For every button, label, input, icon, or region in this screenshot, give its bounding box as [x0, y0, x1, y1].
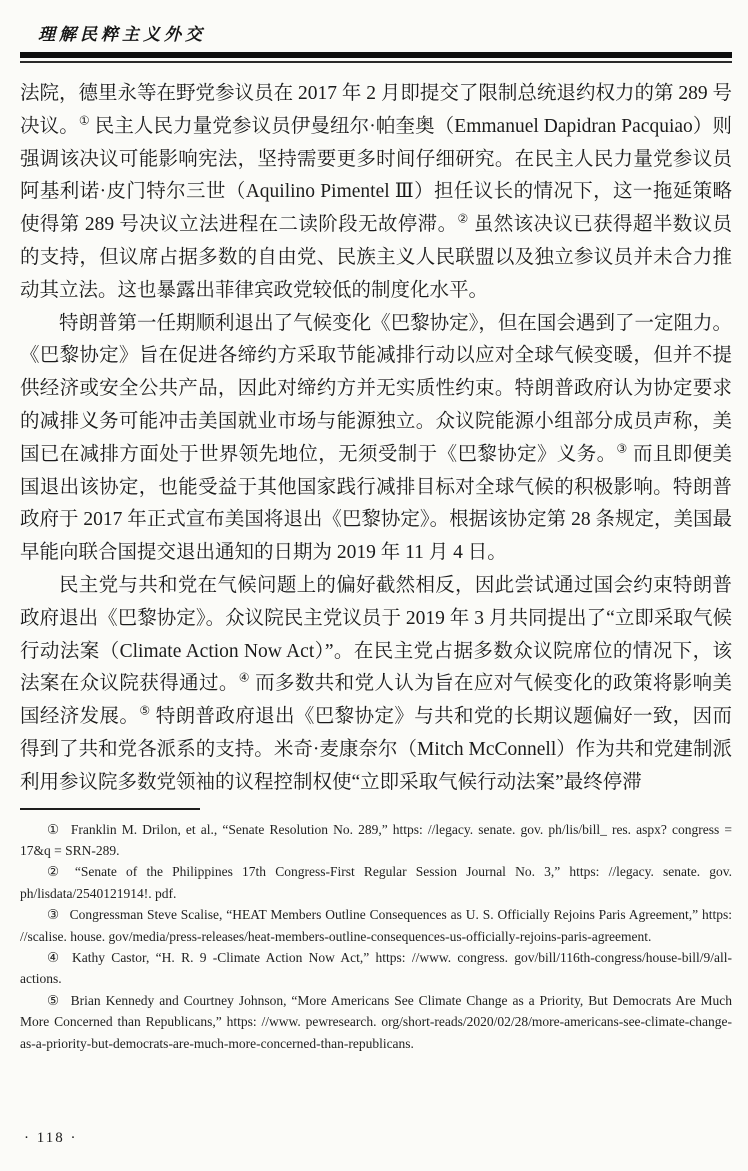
- footnote-item: [20, 861, 732, 904]
- footnote-marker: ④: [47, 949, 63, 965]
- footnote-text: Kathy Castor, “H. R. 9 -Climate Action Now Act,” https: //www. congress. gov/bill/116th-congress/house-bill/9/all-actions.: [20, 949, 732, 987]
- footnote-marker: ②: [47, 864, 65, 880]
- footnote-text: Brian Kennedy and Courtney Johnson, “More Americans See Climate Change as a Priority, But Democrats Are Much More Concerned than Republicans,” https: //www. pewresearch. org/short-reads/2020/02/28/more-americans-see-climate-change-as-a-priority-but-democrats-are-much-more-concerned-than-republicans.: [20, 992, 732, 1051]
- page-number: · 118 ·: [24, 1130, 78, 1146]
- footnotes: [20, 819, 732, 1054]
- footnote-item: [20, 947, 732, 990]
- footnote-marker: ③: [47, 907, 60, 923]
- paragraph-text: 而多数共和党人认为旨在应对气候变化的政策将影响美国经济发展。: [20, 673, 732, 728]
- paragraph: [20, 308, 732, 570]
- footnote-ref: ②: [457, 211, 469, 226]
- footnote-ref: ③: [616, 441, 628, 456]
- paragraph-text: 法院，德里永等在野党参议员在 2017 年 2 月即提交了限制总统退约权力的第 289 号决议。: [20, 83, 732, 137]
- footnote-text: “Senate of the Philippines 17th Congress-First Regular Session Journal No. 3,” https: //legacy. senate. gov. ph/lisdata/2540121914!. pdf.: [20, 864, 732, 901]
- running-head-title: 理解民粹主义外交: [38, 25, 206, 44]
- paragraph-text: 民主人民力量党参议员伊曼纽尔·帕奎奥（Emmanuel Dapidran Pacquiao）则强调该决议可能影响宪法，坚持需要更多时间仔细研究。在民主人民力量党参议员阿基利诺·皮门特尔三世（Aquilino Pimentel Ⅲ）担任议长的情况下，这一拖延策略使得第 289 号决议立法进程在二读阶段无故停滞。: [20, 115, 732, 236]
- footnote-ref: ④: [238, 670, 250, 685]
- page-header: [20, 20, 732, 63]
- paragraph: [20, 78, 732, 308]
- footnote-item: [20, 819, 732, 862]
- footnote-text: Congressman Steve Scalise, “HEAT Members Outline Consequences as U. S. Officially Rejoins Paris Agreement,” https: //scalise. house. gov/media/press-releases/heat-members-outline-consequences-us-officially-rejoins-paris-agreement.: [20, 907, 733, 944]
- footnote-separator: [20, 808, 200, 810]
- paragraph-text: 虽然该决议已获得超半数议员的支持，但议席占据多数的自由党、民族主义人民联盟以及独立参议员并未合力推动其立法。这也暴露出菲律宾政党较低的制度化水平。: [20, 214, 732, 301]
- paragraph-text: 民主党与共和党在气候问题上的偏好截然相反，因此尝试通过国会约束特朗普政府退出《巴黎协定》。众议院民主党议员于 2019 年 3 月共同提出了“立即采取气候行动法案（Climate Action Now Act）”。在民主党占据多数众议院席位的情况下，该法案在众议院获得通过。: [20, 574, 732, 695]
- footnote-ref: ⑤: [139, 703, 151, 718]
- footnote-marker: ①: [47, 821, 61, 837]
- header-rule-thick: [20, 52, 732, 58]
- body-paragraphs: [20, 78, 732, 800]
- header-rule-thin: [20, 61, 732, 63]
- paragraph-text: 而且即便美国退出该协定，也能受益于其他国家践行减排目标对全球气候的积极影响。特朗普政府于 2017 年正式宣布美国将退出《巴黎协定》。根据该协定第 28 条规定，美国最早能向联合国提交退出通知的日期为 2019 年 11 月 4 日。: [20, 443, 732, 564]
- footnote-item: [20, 904, 732, 947]
- footnote-marker: ⑤: [47, 992, 61, 1008]
- footnote-item: [20, 990, 732, 1054]
- paragraph: [20, 570, 732, 800]
- paragraph-text: 特朗普政府退出《巴黎协定》与共和党的长期议题偏好一致，因而得到了共和党各派系的支持。米奇·麦康奈尔（Mitch McConnell）作为共和党建制派利用参议院多数党领袖的议程控制权使“立即采取气候行动法案”最终停滞: [20, 706, 732, 793]
- paragraph-text: 特朗普第一任期顺利退出了气候变化《巴黎协定》，但在国会遇到了一定阻力。《巴黎协定》旨在促进各缔约方采取节能减排行动以应对全球气候变暖，但并不提供经济或安全公共产品，因此对缔约方并无实质性约束。特朗普政府认为协定要求的减排义务可能冲击美国就业市场与能源独立。众议院能源小组部分成员声称，美国已在减排方面处于世界领先地位，无须受制于《巴黎协定》义务。: [20, 312, 732, 465]
- footnote-ref: ①: [78, 113, 90, 128]
- footnote-text: Franklin M. Drilon, et al., “Senate Resolution No. 289,” https: //legacy. senate. gov. ph/lis/bill_ res. aspx? congress = 17&q = SRN-289.: [20, 821, 732, 858]
